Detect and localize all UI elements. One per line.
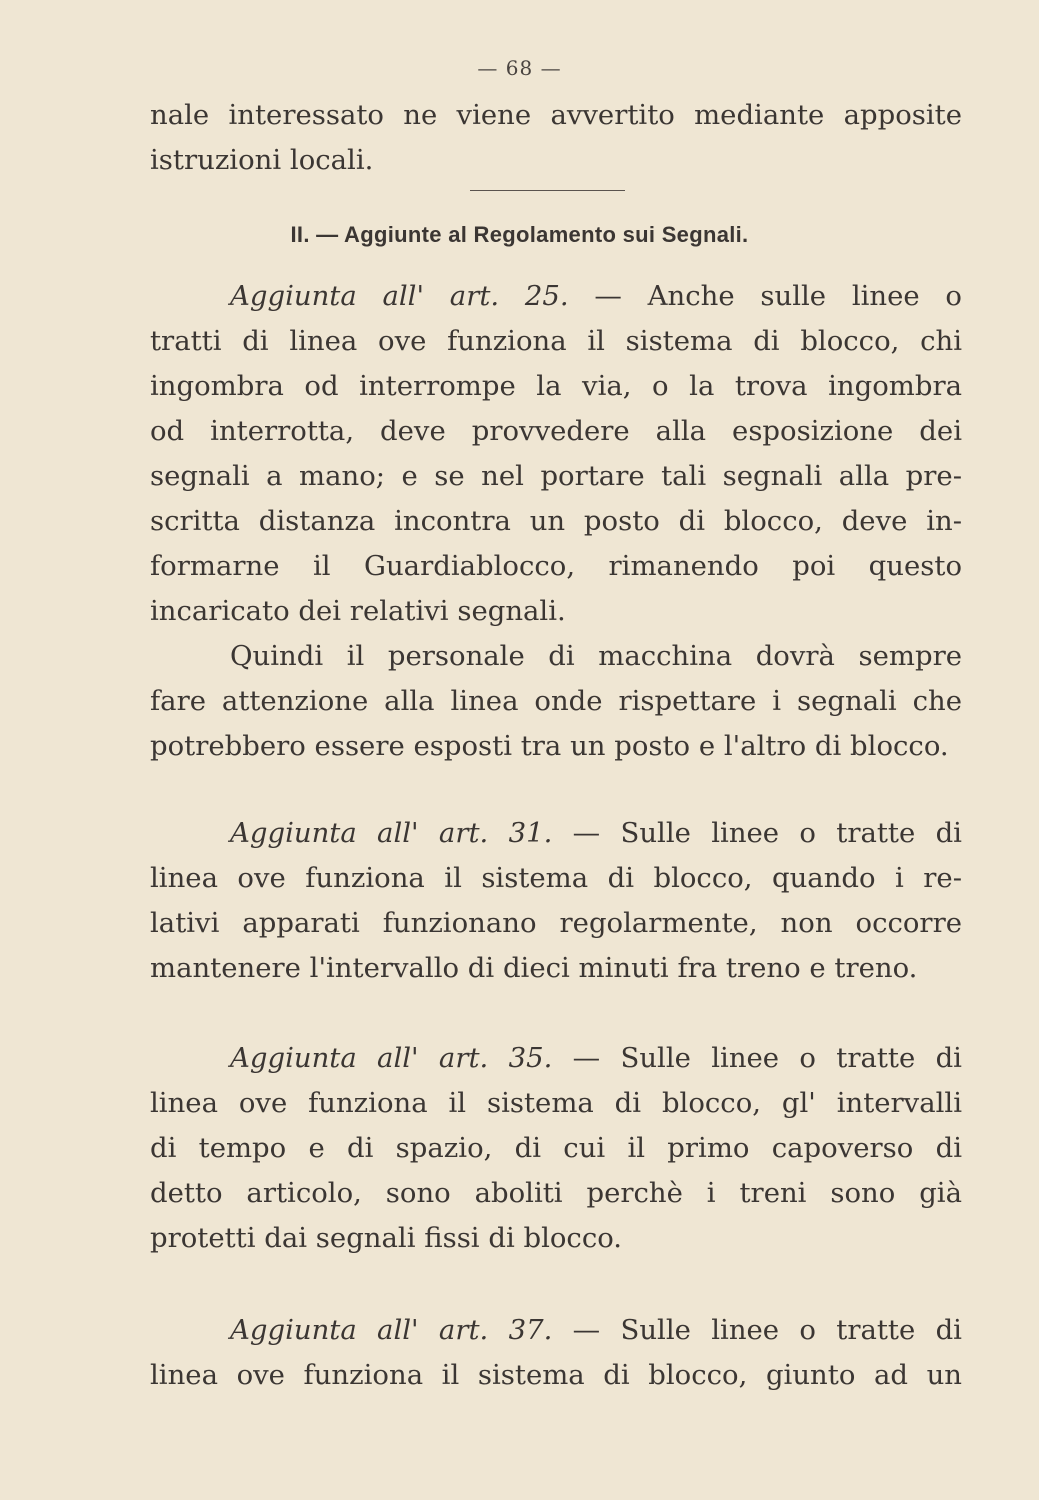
text-line: lativi apparati funzionano regolarmente, non occorre	[150, 907, 962, 939]
text-line: tratti di linea ove funziona il sistema di blocco, chi	[150, 325, 962, 357]
text-line: fare attenzione alla linea onde rispettare i segnali che	[150, 685, 962, 717]
text-line: istruzioni locali.	[150, 144, 374, 176]
art31-first-line	[150, 811, 962, 856]
art25-first-line	[150, 274, 962, 319]
art35-first-text: — Sulle linee o tratte di	[572, 1042, 962, 1074]
text-line: di tempo e di spazio, di cui il primo capoverso di	[150, 1132, 962, 1164]
art31-label: Aggiunta all' art. 31.	[230, 817, 553, 849]
text-line: formarne il Guardiablocco, rimanendo poi questo	[150, 550, 962, 582]
intro-paragraph	[150, 93, 962, 183]
text-line: protetti dai segnali fissi di blocco.	[150, 1222, 623, 1254]
text-line: mantenere l'intervallo di dieci minuti fra treno e treno.	[150, 952, 918, 984]
text-line: Quindi il personale di macchina dovrà sempre	[230, 640, 962, 672]
art31-section	[150, 811, 962, 991]
section-divider	[470, 190, 625, 191]
art35-first-line	[150, 1036, 962, 1081]
page-number: — 68 —	[477, 56, 562, 80]
text-line: segnali a mano; e se nel portare tali segnali alla pre-	[150, 460, 962, 492]
text-line: scritta distanza incontra un posto di blocco, deve in-	[150, 505, 962, 537]
text-line: nale interessato ne viene avvertito mediante apposite	[150, 99, 962, 131]
art37-label: Aggiunta all' art. 37.	[230, 1314, 553, 1346]
art25-first-text: — Anche sulle linee o	[594, 280, 962, 312]
text-line: potrebbero essere esposti tra un posto e l'altro di blocco.	[150, 730, 949, 762]
text-line: linea ove funziona il sistema di blocco, giunto ad un	[150, 1359, 962, 1391]
art35-section	[150, 1036, 962, 1261]
text-line: ingombra od interrompe la via, o la trova ingombra	[150, 370, 962, 402]
text-line: linea ove funziona il sistema di blocco, quando i re-	[150, 862, 962, 894]
art37-first-text: — Sulle linee o tratte di	[572, 1314, 962, 1346]
art31-first-text: — Sulle linee o tratte di	[572, 817, 962, 849]
text-line: detto articolo, sono aboliti perchè i treni sono già	[150, 1177, 962, 1209]
art35-label: Aggiunta all' art. 35.	[230, 1042, 553, 1074]
text-line: incaricato dei relativi segnali.	[150, 595, 566, 627]
art25-label: Aggiunta all' art. 25.	[230, 280, 569, 312]
art37-section	[150, 1308, 962, 1398]
art25-section	[150, 274, 962, 769]
text-line: od interrotta, deve provvedere alla esposizione dei	[150, 415, 962, 447]
section-heading: II. — Aggiunte al Regolamento sui Segnali.	[290, 222, 749, 247]
art37-first-line	[150, 1308, 962, 1353]
text-line: linea ove funziona il sistema di blocco, gl' intervalli	[150, 1087, 962, 1119]
